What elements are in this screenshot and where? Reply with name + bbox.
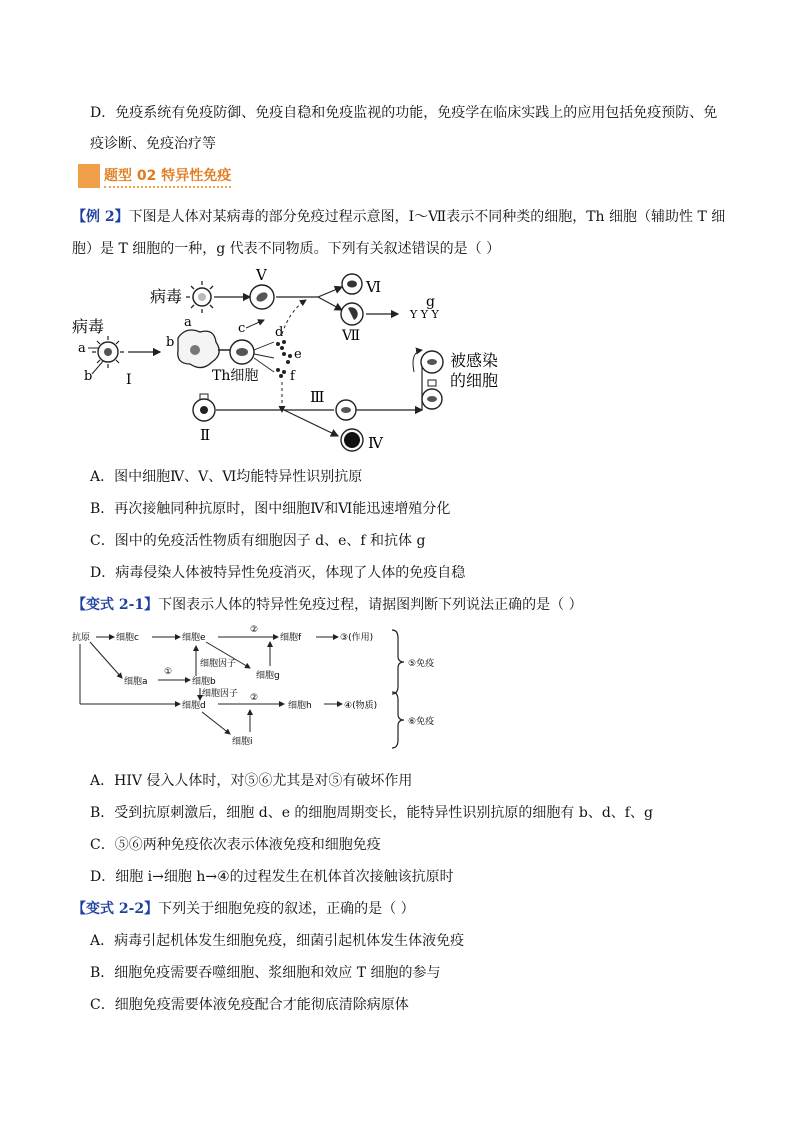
section-marker-icon — [78, 164, 100, 188]
variant22-option-c: C．细胞免疫需要体液免疫配合才能彻底清除病原体 — [90, 997, 409, 1013]
flow-substance4: ④(物质) — [344, 701, 378, 711]
flow-circle2a: ② — [250, 625, 259, 635]
variant22-stem-text: 下列关于细胞免疫的叙述，正确的是（ ） — [158, 901, 415, 917]
flow-immune5: ⑤免疫 — [408, 659, 435, 669]
label-f: f — [290, 369, 295, 384]
cell-i-icon — [92, 336, 124, 368]
virus-left-label: 病毒 — [72, 317, 105, 336]
example2-option-c: C．图中的免疫活性物质有细胞因子 d、e、f 和抗体 g — [90, 533, 426, 549]
example2-stem-line1 — [72, 206, 725, 226]
cell-vi-icon — [342, 274, 362, 294]
flow-cell-f: 细胞f — [280, 633, 302, 643]
cell-iii-label: Ⅲ — [310, 388, 325, 406]
cell-vii-label: Ⅶ — [342, 328, 361, 344]
flow-cell-a: 细胞a — [124, 677, 148, 687]
brace-6 — [392, 692, 404, 748]
infected-label-1: 被感染 — [450, 351, 499, 370]
example2-option-b: B．再次接触同种抗原时，图中细胞Ⅳ和Ⅵ能迅速增殖分化 — [90, 501, 451, 517]
infected-label-2: 的细胞 — [450, 371, 499, 390]
th-cell-icon — [230, 340, 254, 364]
section-heading — [78, 164, 231, 188]
variant22-stem — [72, 898, 415, 918]
variant21-option-a: A．HIV 侵入人体时，对⑤⑥尤其是对⑤有破坏作用 — [90, 773, 413, 789]
cell-v-label: Ⅴ — [256, 266, 267, 284]
immune-process-figure — [70, 262, 550, 457]
cell-iv-label: Ⅳ — [368, 434, 383, 452]
label-b2: b — [166, 335, 175, 350]
flow-cell-g: 细胞g — [256, 671, 280, 681]
prev-option-d-line1: D．免疫系统有免疫防御、免疫自稳和免疫监视的功能，免疫学在临床实践上的应用包括免疫预防、免 — [90, 105, 718, 121]
flow-factor2: 细胞因子 — [202, 689, 239, 699]
variant21-option-c: C．⑤⑥两种免疫依次表示体液免疫和细胞免疫 — [90, 837, 381, 853]
flow-cell-i: 细胞i — [232, 737, 253, 747]
flow-cell-e: 细胞e — [182, 633, 206, 643]
antibody-icon: Y Y Y — [410, 308, 439, 321]
variant21-tag: 【变式 2-1】 — [72, 597, 159, 613]
infected-cell-icon — [421, 351, 443, 409]
cell-i-label: Ⅰ — [126, 372, 132, 388]
flow-cell-b: 细胞b — [192, 677, 216, 687]
label-e: e — [294, 347, 302, 362]
label-d: d — [275, 325, 284, 340]
variant21-option-d: D．细胞 i→细胞 h→④的过程发生在机体首次接触该抗原时 — [90, 869, 454, 885]
example2-tag: 【例 2】 — [72, 209, 129, 225]
flow-cell-d: 细胞d — [182, 701, 206, 711]
variant22-option-a: A．病毒引起机体发生细胞免疫，细菌引起机体发生体液免疫 — [90, 933, 465, 949]
example2-option-a: A．图中细胞Ⅳ、Ⅴ、Ⅵ均能特异性识别抗原 — [90, 469, 363, 485]
virus-top-label: 病毒 — [150, 287, 183, 306]
prev-option-d-line2: 疫诊断、免疫治疗等 — [90, 136, 216, 152]
cell-ii-label: Ⅱ — [200, 426, 211, 444]
section-title: 题型 02 特异性免疫 — [104, 165, 231, 188]
cell-iii-icon — [336, 400, 356, 420]
variant22-option-b: B．细胞免疫需要吞噬细胞、浆细胞和效应 T 细胞的参与 — [90, 965, 441, 981]
label-g: g — [426, 294, 435, 310]
cell-ii-icon — [193, 394, 215, 421]
flow-effect3: ③(作用) — [340, 633, 374, 643]
flow-antigen: 抗原 — [72, 633, 91, 643]
label-a1: a — [78, 341, 86, 356]
variant21-stem-text: 下图表示人体的特异性免疫过程，请据图判断下列说法正确的是（ ） — [158, 597, 583, 613]
apc-cell-icon — [178, 330, 219, 368]
th-cell-label: Th细胞 — [212, 368, 259, 384]
cell-vi-label: Ⅵ — [366, 278, 382, 296]
label-a2: a — [184, 315, 192, 330]
example2-option-d: D．病毒侵染人体被特异性免疫消灭，体现了人体的免疫自稳 — [90, 565, 466, 581]
variant21-option-b: B．受到抗原刺激后，细胞 d、e 的细胞周期变长，能特异性识别抗原的细胞有 b、d、f、g — [90, 805, 653, 821]
flow-cell-h: 细胞h — [288, 701, 312, 711]
example2-stem-line2: 胞）是 T 细胞的一种，g 代表不同物质。下列有关叙述错误的是（ ） — [72, 241, 501, 257]
label-b1: b — [84, 369, 93, 384]
cell-iv-icon — [341, 429, 363, 451]
variant21-stem — [72, 594, 583, 614]
cell-vii-icon — [341, 303, 363, 325]
example2-stem-text1: 下图是人体对某病毒的部分免疫过程示意图，Ⅰ～Ⅶ表示不同种类的细胞，Th 细胞（辅助性 T 细 — [128, 209, 726, 225]
flow-circle2b: ② — [250, 693, 259, 703]
label-c: c — [238, 321, 246, 336]
flow-factor1: 细胞因子 — [200, 659, 237, 669]
specific-immunity-flowchart — [70, 622, 490, 750]
cell-v-icon — [250, 285, 274, 309]
variant22-tag: 【变式 2-2】 — [72, 901, 159, 917]
flow-circle1: ① — [164, 667, 173, 677]
flow-cell-c: 细胞c — [116, 633, 139, 643]
brace-5 — [392, 630, 404, 694]
flow-immune6: ⑥免疫 — [408, 717, 435, 727]
virus-top-icon — [186, 281, 218, 313]
